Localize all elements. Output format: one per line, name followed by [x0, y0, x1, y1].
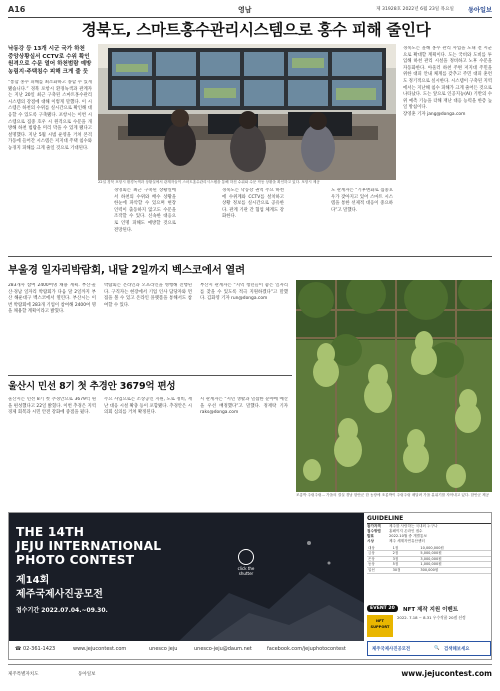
article1-headline: 경북도, 스마트홍수관리시스템으로 홍수 피해 줄인다 [81, 21, 431, 39]
ad-banner[interactable] [9, 513, 364, 659]
guideline-row: 시상 제주 세계자연유산센터 [367, 538, 425, 543]
footer-newspaper: 동아일보 [78, 672, 96, 677]
table-row: 금상 2점 5,000,000원 [367, 551, 491, 557]
article1-column-4: 도 관계자는 “기후변화로 집중호우가 잦아지고 있어 스마트 시스템을 통한 선제적 대응이 중요하다”고 말했다. [331, 188, 393, 213]
click-the-shutter-label: click the shutter [237, 566, 255, 576]
table-row: 동상 5점 1,000,000원 [367, 562, 491, 568]
ad-title-line-3: PHOTO CONTEST [16, 553, 135, 567]
photo-contest-ad [8, 512, 492, 660]
article1-column-2: 경영회는 최근 구축된 상황실에서 하천의 수위와 배수 상황을 한눈에 파악할 수 있으며 현장 인력이 출동하지 않고도 수문을 조작할 수 있다. 신속한 대응으로 인명 피해도 예방할 것으로 전망된다. [114, 188, 176, 233]
article1-byline: 장영훈 기자 jang@donga.com [403, 111, 466, 117]
ad-website[interactable]: www.jejucontest.com [73, 646, 127, 652]
footer-sponsor: 제주특별자치도 [8, 672, 39, 677]
nft-event-box [367, 605, 491, 639]
ad-title-line-2: JEJU INTERNATIONAL [16, 539, 162, 553]
table-row: 은상 3점 3,000,000원 [367, 556, 491, 562]
ad-guideline-panel [367, 515, 491, 657]
issue-info: 제 31928호 2022년 6월 23일 목요일 [376, 7, 454, 12]
photo2-caption: 조롱박 주렁주렁… 가을의 결실 경남 함안군 한 농장에 조롱박이 주렁주렁 매달려 가을 분위기를 자아내고 있다. 함안군 제공 [296, 493, 490, 497]
section-divider-2 [8, 375, 292, 376]
search-icon: 🔍 [434, 646, 440, 651]
table-row: 입선 30점 300,000원 [367, 568, 491, 574]
guideline-row: 접수방법 홈페이지 온라인 접수 [367, 528, 423, 533]
ad-title-korean-2: 제주국제사진공모전 [16, 589, 103, 600]
event-info: 2022. 7.18 ~ 8.31 우수작품 20점 선정 [397, 615, 466, 620]
ad-email[interactable]: unesco-jeju@daum.net [194, 646, 252, 652]
section-name: 영남 [238, 6, 252, 14]
phone-icon: ☎ [15, 646, 22, 652]
article3-column-1: 울산시는 민선 8기 첫 추경안으로 3679억 원을 편성했다고 22일 밝혔다. 이번 추경은 지역 경제 회복과 시민 안전 강화에 중점을 뒀다. [8, 397, 96, 416]
search-keyword: 제주국제사진공모전 [372, 647, 411, 652]
article3-headline: 울산시 민선 8기 첫 추경안 3679억 편성 [8, 381, 176, 392]
article2-column-2: 박람회는 온라인과 오프라인을 병행해 진행된다. 구직자는 현장에서 기업 인사 담당자와 면접을 볼 수 있고 온라인 플랫폼을 통해서도 참여할 수 있다. [104, 283, 192, 308]
article1-column-1: “통합 홍수 피해를 최소화하고 종합 수 있게 됐습니다.” 경북 포항시 환경녹색과 관계자는 지난 20일 최근 구축된 스마트홍수관리시스템의 강점에 대해 이렇게 말했다. 이 시스템은 하천의 수위를 실시간으로 확인해 대응할 수 있도록 구축됐다. 포항시는 이번 시스템으로 집중 호우 시 원격으로 수문을 개방해 하천 범람을 미리 막을 수 있게 됐다고 설명했다. 지난 5월 시범 운영을 거쳐 본격 가동에 들어간 시스템은 저지대 주택 침수와 농경지 피해를 크게 줄일 것으로 기대된다. [8, 80, 92, 151]
footer-website[interactable]: www.jejucontest.com [401, 669, 492, 678]
newspaper-brand: 동아일보 [468, 7, 492, 14]
ad-organizer: unesco jeju [149, 646, 178, 652]
prize-table [367, 546, 491, 574]
search-prompt: 검색해보세요 [444, 647, 470, 652]
article1-subhead: 낙동강 등 13개 시군 국가 하천 중앙상황실서 CCTV로 수위 확인 원격으로 수문 열어 하천범람 예방 농림지·주택침수 피해 크게 줄 듯 [8, 46, 92, 75]
control-room-photo [98, 44, 396, 180]
article1-column-5-text: 경북도는 올해 홍수 관리 사업을 도내 전 시군으로 확대할 계획이다. 도는 국비와 도비를 투입해 하천 관리 시설을 정비하고 노후 수문을 자동화한다. 아울러 하천 주변 저지대 주민을 위한 대피 안내 체계를 갖추고 주민 대피 훈련도 정기적으로 실시한다. 시스템이 구축된 지역에서는 지난해 침수 피해가 크게 줄어든 것으로 나타났다. 도는 앞으로 인공지능(AI) 기반의 수위 예측 기능을 더해 재난 대응 능력을 한층 높일 방침이다. [403, 46, 492, 111]
gourd-photo [296, 280, 492, 492]
section-divider [8, 256, 492, 257]
ad-footer [8, 664, 492, 684]
ad-contact-bar [9, 641, 364, 659]
table-row: 대상 1점 10,000,000원 [367, 546, 491, 551]
ad-title-line-1: THE 14TH [16, 525, 85, 539]
ad-phone: 02-361-1423 [23, 646, 56, 652]
nft-support-badge: NFT SUPPORT [367, 615, 393, 637]
article3-column-2: 주요 사업으로는 소상공인 지원, 도로 정비, 재난 대응 시설 확충 등이 포함됐다. 추경안은 시의회 심의를 거쳐 확정된다. [104, 397, 192, 416]
ad-submission-period: 접수기간 2022.07.04.~09.30. [16, 607, 108, 614]
article2-column-3: 부산시 관계자는 “지역 청년들이 좋은 일자리를 찾을 수 있도록 적극 지원하겠다”고 말했다. 김화영 기자 run@donga.com [200, 283, 288, 302]
article3-column-3: 시 관계자는 “시민 생활과 밀접한 분야에 예산을 우선 배정했다”고 말했다. 정재락 기자 raks@donga.com [200, 397, 288, 416]
article1-column-3: 경북도는 낙동강 권역 주요 하천에 수위계와 CCTV를 설치하고 상황 정보를 실시간으로 공유한다. 관계 기관 간 협업 체계도 강화한다. [222, 188, 284, 220]
event-title: NFT 제작 지원 이벤트 [403, 607, 459, 613]
ad-title-korean-1: 제14회 [16, 575, 50, 586]
guideline-title: GUIDELINE [367, 515, 491, 524]
masthead [8, 4, 492, 18]
guideline-row: 발표 2022.10월 중 개별통보 [367, 533, 427, 538]
search-box[interactable] [367, 641, 491, 656]
photo1-caption: 22일 경북 포항시 환경녹색과 상황실에서 관계자들이 스마트홍수관리시스템을 통해 하천 수위와 수문 작동 상황을 확인하고 있다. 포항시 제공 [98, 180, 320, 184]
article1-column-5 [403, 46, 492, 250]
event-tag: EVENT 20 [367, 605, 398, 612]
article2-headline: 부울경 일자리박람회, 내달 2일까지 벡스코에서 열려 [8, 264, 245, 276]
ad-facebook[interactable]: facebook.com/jejuphotocontest [267, 646, 346, 652]
shutter-icon[interactable] [238, 549, 254, 565]
article2-column-1: 283개사 참여 2400여명 채용 계획. 부산·울산·경남 일자리 박람회가 다음 달 2일까지 부산 해운대구 벡스코에서 열린다. 부산시는 이번 박람회에 283개 기업이 참여해 2400여 명을 채용할 계획이라고 밝혔다. [8, 283, 96, 315]
page-number: A16 [8, 5, 26, 14]
guideline-row: 참가자격 제주를 사랑하는 국내외 누구나 [367, 524, 438, 528]
